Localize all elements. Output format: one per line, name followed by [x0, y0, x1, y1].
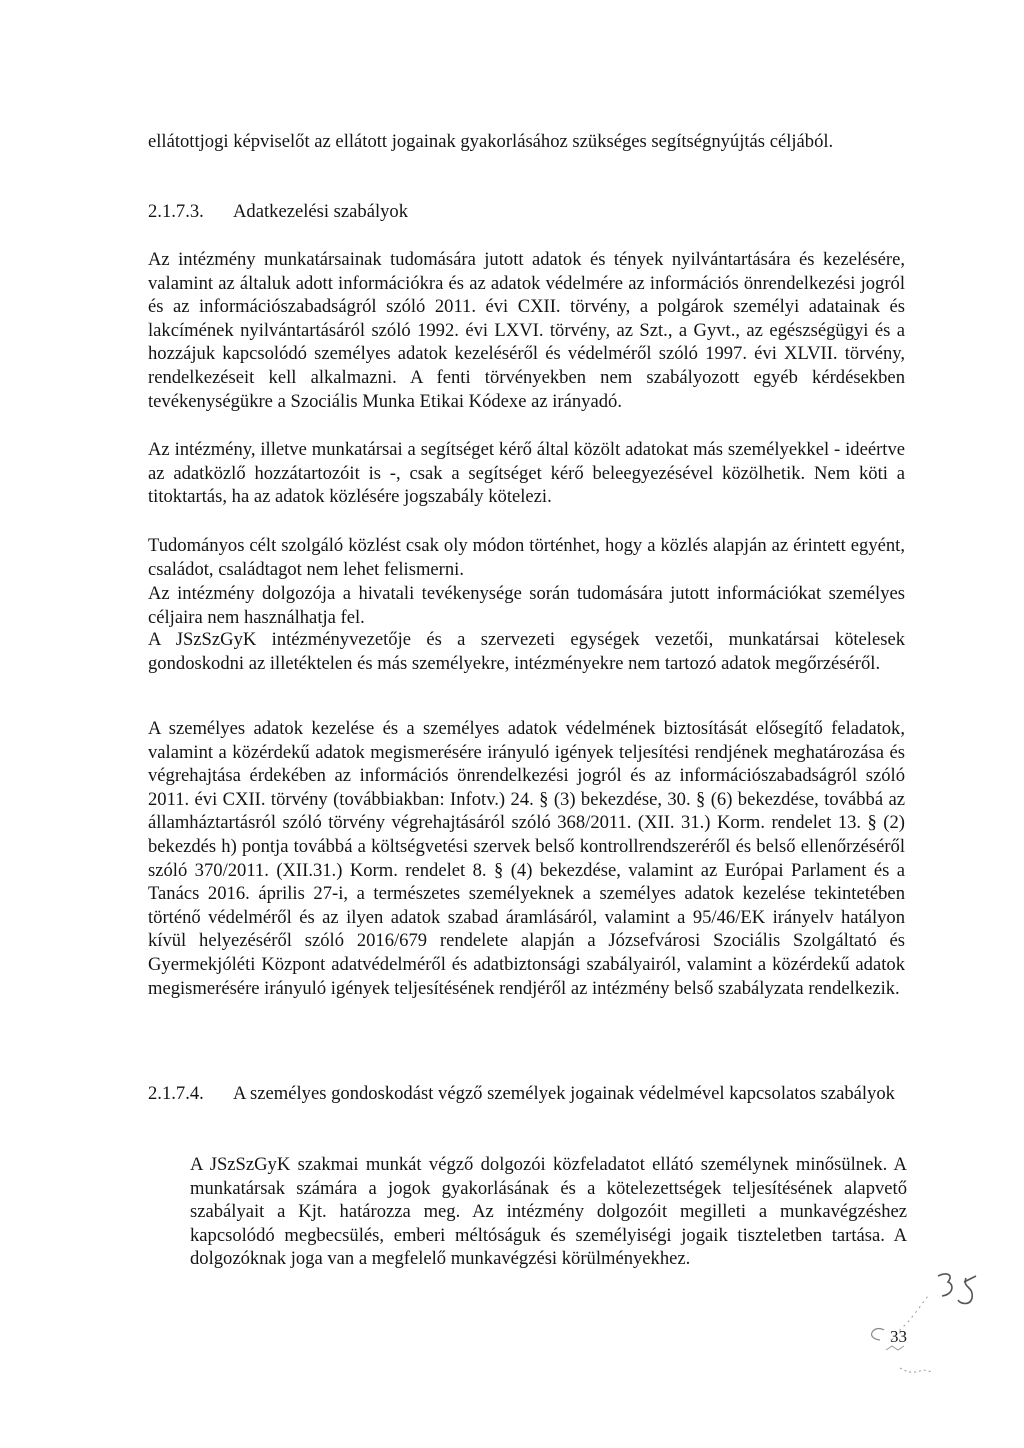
paragraph-scientific-disclosure: Tudományos célt szolgáló közlést csak oly módon történhet, hogy a közlés alapján az érintett egyént, családot, családtagot nem lehet felismerni. [148, 535, 905, 580]
section-number: 2.1.7.4. [148, 1083, 204, 1104]
paragraph-leaders-obligation: A JSzSzGyK intézményvezetője és a szervezeti egységek vezetői, munkatársai kötelesek gondoskodni az illetéktelen és más személyekre, intézményekre nem tartozó adatok megőrzéséről. [148, 629, 905, 674]
paragraph-data-protection-regulation: A személyes adatok kezelése és a személyes adatok védelmének biztosítását elősegítő feladatok, valamint a közérdekű adatok megismerésére irányuló igények teljesítési rendjének meghatározása és végrehajtása érdekében az információs önrendelkezési jogról és az információszabadságról szóló 2011. évi CXII. törvény (továbbiakban: Infotv.) 24. § (3) bekezdése, 30. § (6) bekezdése, továbbá az államháztartásról szóló törvény végrehajtásáról szóló 368/2011. (XII. 31.) Korm. rendelet 13. § (2) bekezdés h) pontja továbbá a költségvetési szervek belső kontrollrendszeréről és belső ellenőrzéséről szóló 370/2011. (XII.31.) Korm. rendelet 8. § (4) bekezdése, valamint az Európai Parlament és a Tanács 2016. április 27-i, a természetes személyeknek a személyes adatok kezelése tekintetében történő védelméről és az ilyen adatok szabad áramlásáról, valamint a 95/46/EK irányelv hatályon kívül helyezéséről szóló 2016/679 rendelete alapján a Józsefvárosi Szociális Szolgáltató és Gyermekjóléti Központ adatvédelméről és adatbiztonsági szabályairól, valamint a közérdekű adatok megismerésére irányuló igények teljesítésének rendjéről az intézmény belső szabályzata rendelkezik. [148, 718, 905, 999]
paragraph-confidentiality: Az intézmény, illetve munkatársai a segítséget kérő által közölt adatokat más személyekkel - ideértve az adatközlő hozzátartozóit is -, csak a segítséget kérő beleegyezésével közölhetik. Nem köti a titoktartás, ha az adatok közlésére jogszabály kötelezi. [148, 439, 905, 508]
paragraph-data-handling-laws: Az intézmény munkatársainak tudomására jutott adatok és tények nyilvántartására és kezelésére, valamint az általuk adott információkra és az adatok védelmére az információs önrendelkezési jogról és az információszabadságról szóló 2011. évi CXII. törvény, a polgárok személyi adatainak és lakcímének nyilvántartásáról szóló 1992. évi LXVI. törvény, az Szt., a Gyvt., az egészségügyi és a hozzájuk kapcsolódó személyes adatok kezeléséről és védelméről szóló 1997. évi XLVII. törvény, rendelkezéseit kell alkalmazni. A fenti törvényekben nem szabályozott egyéb kérdésekben tevékenységükre a Szociális Munka Etikai Kódexe az irányadó. [148, 249, 905, 412]
handwritten-page-mark [842, 1268, 992, 1383]
paragraph-employee-rights: A JSzSzGyK szakmai munkát végző dolgozói közfeladatot ellátó személynek minősülnek. A munkatársak számára a jogok gyakorlásának és a kötelezettségek teljesítésének alapvető szabályait a Kjt. határozza meg. Az intézmény dolgozóit megilleti a munkavégzéshez kapcsolódó megbecsülés, emberi méltóságuk és személyiségi jogaik tiszteletben tartása. A dolgozóknak joga van a megfelelő munkavégzési körülményekhez. [190, 1154, 907, 1270]
paragraph-employee-information: Az intézmény dolgozója a hivatali tevékenysége során tudomására jutott információkat személyes céljaira nem használhatja fel. [148, 583, 905, 628]
page-number: 33 [890, 1327, 907, 1346]
section-number: 2.1.7.3. [148, 201, 204, 222]
paragraph-continuation: ellátottjogi képviselőt az ellátott jogainak gyakorlásához szükséges segítségnyújtás céljából. [148, 131, 834, 152]
section-title: Adatkezelési szabályok [233, 201, 409, 222]
section-title: A személyes gondoskodást végző személyek jogainak védelmével kapcsolatos szabályok [233, 1083, 895, 1104]
